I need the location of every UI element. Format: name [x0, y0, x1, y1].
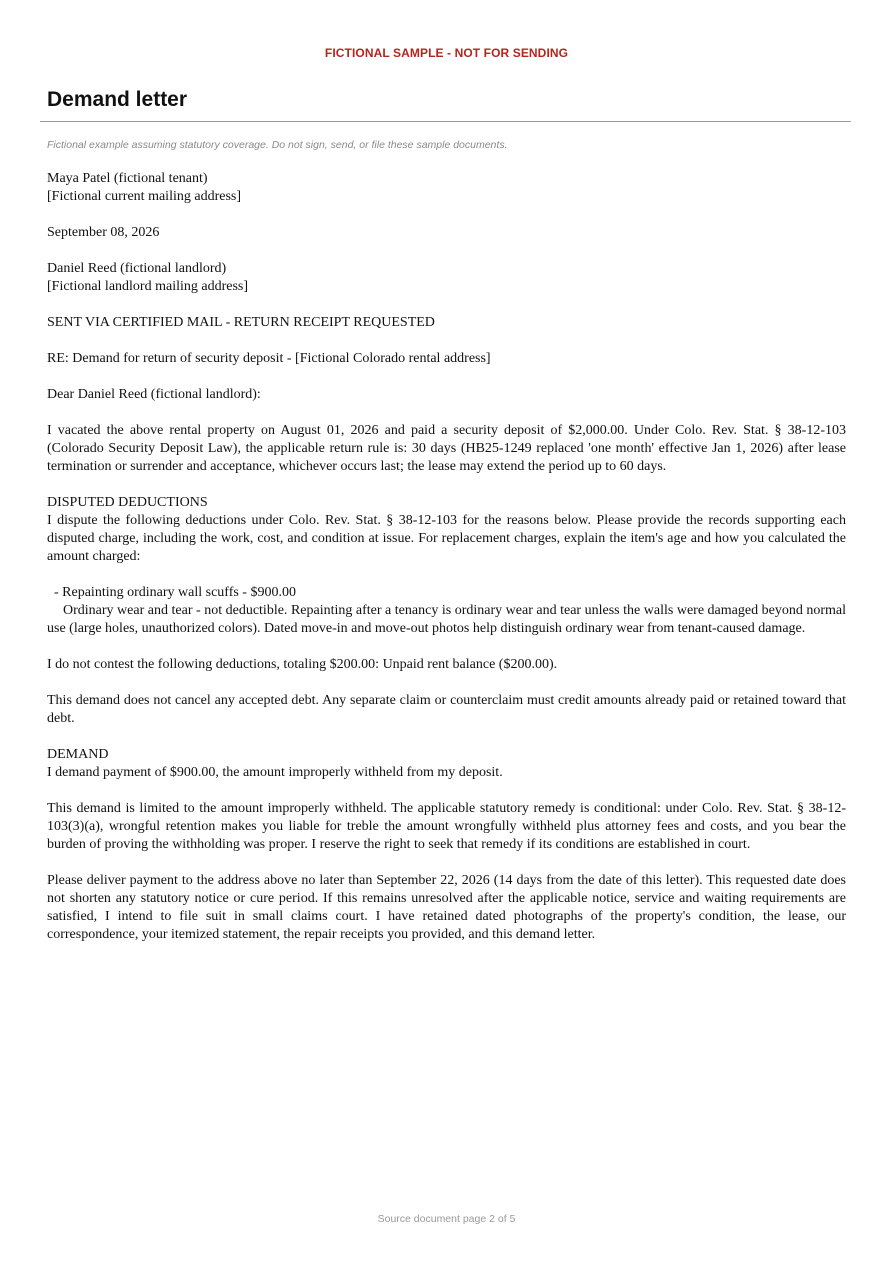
page-footer: Source document page 2 of 5 [377, 1213, 516, 1225]
debt-paragraph: This demand does not cancel any accepted debt. Any separate claim or counterclaim must credit amounts already paid or retained toward that debt. [47, 693, 846, 726]
recipient-block [47, 260, 846, 296]
disputed-paragraph: I dispute the following deductions under Colo. Rev. Stat. § 38-12-103 for the reasons below. Please provide the records supporting each disputed charge, including the work, cost, and condition at issue. For replacement charges, explain the item's age and how you calculated the amount charged: [47, 513, 846, 564]
disclaimer-note: Fictional example assuming statutory coverage. Do not sign, send, or file these sample documents. [47, 139, 508, 151]
salutation: Dear Daniel Reed (fictional landlord): [47, 387, 261, 402]
recipient-name: Daniel Reed (fictional landlord) [47, 261, 227, 276]
demand-paragraph: I demand payment of $900.00, the amount improperly withheld from my deposit. [47, 765, 503, 780]
recipient-address: [Fictional landlord mailing address] [47, 279, 249, 294]
sender-block [47, 170, 846, 206]
delivery-method: SENT VIA CERTIFIED MAIL - RETURN RECEIPT REQUESTED [47, 315, 435, 330]
remedy-paragraph: This demand is limited to the amount improperly withheld. The applicable statutory remedy is conditional: under Colo. Rev. Stat. § 38-12-103(3)(a), wrongful retention makes you liable for treble the amount wrongfully withheld plus attorney fees and costs, and you bear the burden of proving the withholding was proper. I reserve the right to seek that remedy if its conditions are established in court. [47, 801, 846, 852]
letter-body [47, 170, 846, 962]
disputed-item-reason: Ordinary wear and tear - not deductible. Repainting after a tenancy is ordinary wear and tear unless the walls were damaged beyond normal use (large holes, unauthorized colors). Dated move-in and move-out photos help distinguish ordinary wear from tenant-caused damage. [47, 603, 846, 636]
letter-date: September 08, 2026 [47, 225, 160, 240]
document-title: Demand letter [47, 88, 188, 111]
subject-line: RE: Demand for return of security deposit - [Fictional Colorado rental address] [47, 351, 491, 366]
uncontested-paragraph: I do not contest the following deductions, totaling $200.00: Unpaid rent balance ($200.00). [47, 657, 558, 672]
sample-banner: FICTIONAL SAMPLE - NOT FOR SENDING [324, 46, 569, 60]
disputed-heading: DISPUTED DEDUCTIONS [47, 495, 208, 510]
closing-paragraph: Please deliver payment to the address above no later than September 22, 2026 (14 days from the date of this letter). This requested date does not shorten any statutory notice or cure period. If this remains unresolved after the applicable notice, service and waiting requirements are satisfied, I intend to file suit in small claims court. I have retained dated photographs of the property's condition, the lease, our correspondence, your itemized statement, the repair receipts you provided, and this demand letter. [47, 873, 846, 942]
title-divider [40, 121, 851, 122]
intro-paragraph: I vacated the above rental property on August 01, 2026 and paid a security deposit of $2,000.00. Under Colo. Rev. Stat. § 38-12-103 (Colorado Security Deposit Law), the applicable return rule is: 30 days (HB25-1249 replaced 'one month' effective Jan 1, 2026) after lease termination or surrender and acceptance, whichever occurs last; the lease may extend the period up to 60 days. [47, 423, 846, 474]
sender-address: [Fictional current mailing address] [47, 189, 241, 204]
sender-name: Maya Patel (fictional tenant) [47, 171, 208, 186]
disputed-item-label: - Repainting ordinary wall scuffs - $900.00 [54, 585, 296, 600]
demand-heading: DEMAND [47, 747, 109, 762]
